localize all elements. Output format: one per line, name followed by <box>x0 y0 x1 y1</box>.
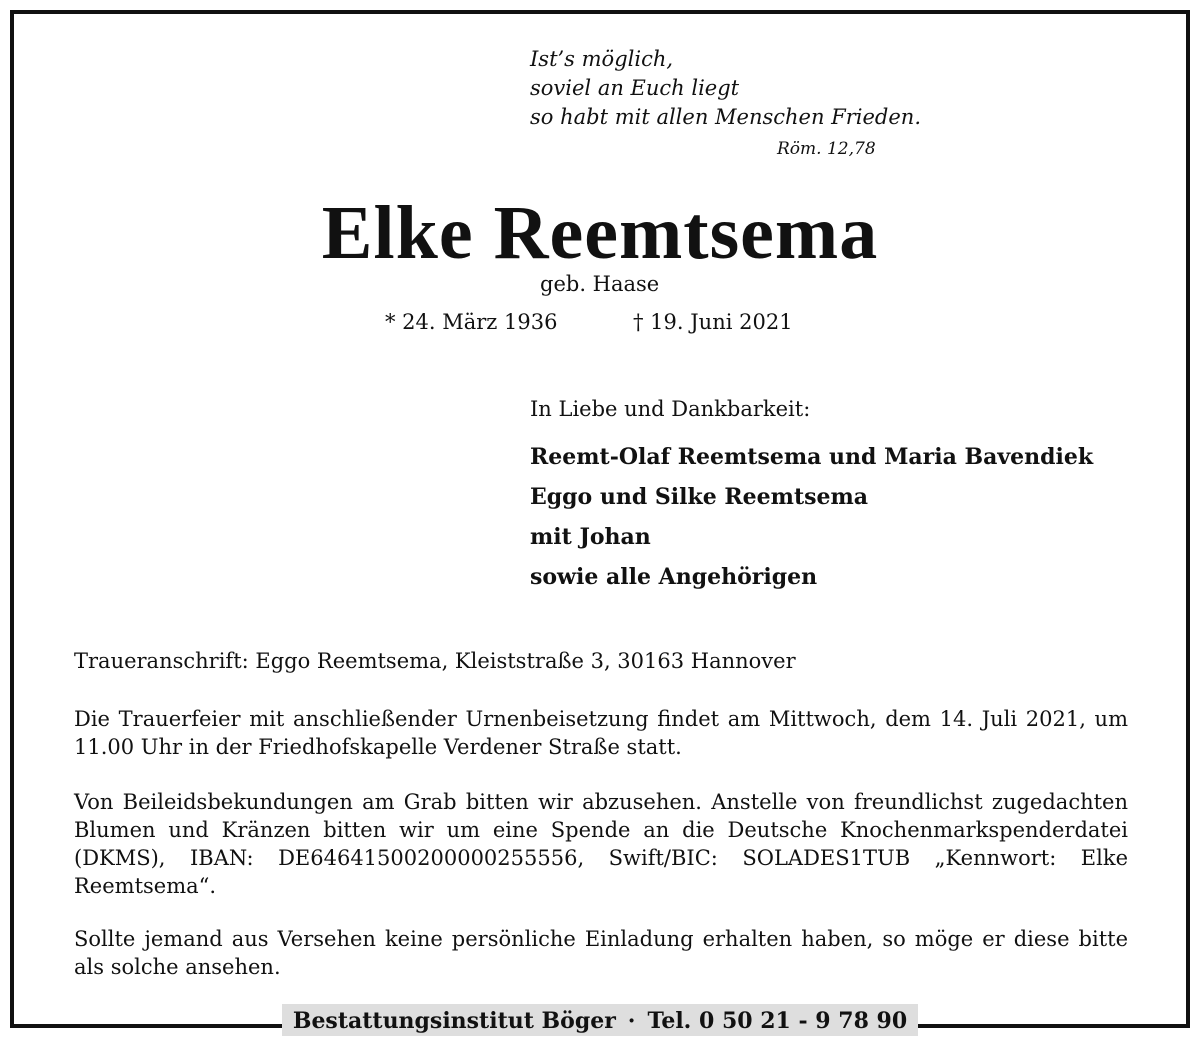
funeral-home-name: Bestattungsinstitut Böger <box>292 1008 616 1034</box>
donation-info: Von Beileidsbekundungen am Grab bitten wir abzusehen. Anstelle von freundlichst zugedachten Blumen und Kränzen bitten wir um eine Spende an die Deutsche Knochenmarkspenderdatei (DKMS), IBAN: DE64641500200000255556, Swift/BIC: SOLADES1TUB „Kennwort: Elke Reemtsema“. <box>74 790 1128 898</box>
invitation-note: Sollte jemand aus Versehen keine persönliche Einladung erhalten haben, so möge er diese bitte als solche ansehen. <box>74 927 1128 979</box>
funeral-info: Die Trauerfeier mit anschließender Urnenbeisetzung findet am Mittwoch, dem 14. Juli 2021, um 11.00 Uhr in der Friedhofskapelle Verdener Straße statt. <box>74 707 1128 759</box>
mourning-address: Traueranschrift: Eggo Reemtsema, Kleiststraße 3, 30163 Hannover <box>74 649 796 673</box>
deceased-name: Elke Reemtsema <box>321 191 879 275</box>
funeral-home-banner <box>282 1004 918 1036</box>
birth-name: geb. Haase <box>540 272 660 296</box>
verse-reference: Röm. 12,78 <box>777 139 876 159</box>
mourner-line: Reemt-Olaf Reemtsema und Maria Bavendiek <box>530 444 1094 470</box>
funeral-home-phone: Tel. 0 50 21 - 9 78 90 <box>647 1008 908 1034</box>
bible-verse <box>530 45 921 132</box>
mourner-line: Eggo und Silke Reemtsema <box>530 484 869 510</box>
verse-line: so habt mit allen Menschen Frieden. <box>530 105 921 129</box>
verse-line: Ist’s möglich, <box>530 47 674 71</box>
verse-line: soviel an Euch liegt <box>530 76 740 100</box>
footer-separator: · <box>627 1008 636 1034</box>
mourner-line: sowie alle Angehörigen <box>530 564 818 590</box>
birth-date: * 24. März 1936 <box>385 310 558 334</box>
mourner-line: mit Johan <box>530 524 651 550</box>
mourners-intro: In Liebe und Dankbarkeit: <box>530 397 811 421</box>
death-date: † 19. Juni 2021 <box>633 310 793 334</box>
mourners-list <box>530 437 1093 597</box>
